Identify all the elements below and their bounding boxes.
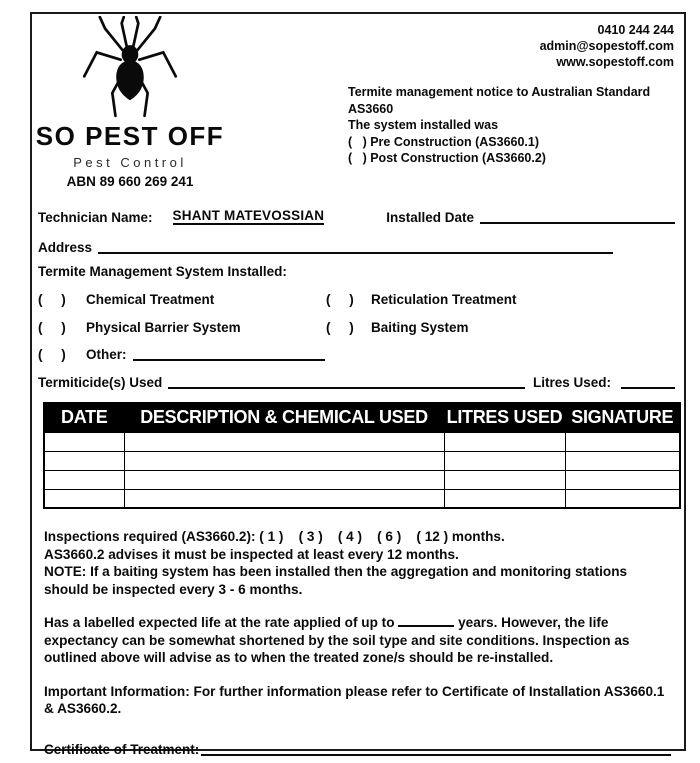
checkbox-row-2 <box>38 315 675 335</box>
phone-number: 0410 244 244 <box>597 23 674 37</box>
notice-intro: The system installed was <box>348 118 499 132</box>
address-row <box>38 233 675 255</box>
table-cell <box>565 432 680 451</box>
form-sheet <box>30 12 686 757</box>
table-cell <box>444 451 565 470</box>
header <box>32 14 684 202</box>
expected-life-paragraph <box>44 614 671 667</box>
technician-name-label: Technician Name: <box>38 210 153 225</box>
table-cell <box>565 451 680 470</box>
chemical-treatment-label: Chemical Treatment <box>86 292 215 307</box>
column-header-description: DESCRIPTION & CHEMICAL USED <box>124 403 444 432</box>
certificate-of-treatment-label: Certificate of Treatment: <box>44 741 200 757</box>
spider-icon <box>32 16 228 120</box>
address-field <box>98 240 613 254</box>
table-cell <box>565 489 680 508</box>
table-row <box>44 470 680 489</box>
table-cell <box>44 470 124 489</box>
installed-date-field <box>480 210 675 224</box>
technician-row <box>38 205 675 225</box>
form-body <box>32 205 684 757</box>
table-header-row <box>44 403 680 432</box>
table-row <box>44 451 680 470</box>
installed-date-label: Installed Date <box>386 210 474 225</box>
termiticide-field <box>168 375 525 389</box>
table-cell <box>444 432 565 451</box>
contact-block <box>540 22 674 70</box>
table-cell <box>124 470 444 489</box>
company-abn: ABN 89 660 269 241 <box>66 174 194 189</box>
table-cell <box>124 489 444 508</box>
treatment-log-table <box>43 402 681 509</box>
physical-barrier-label: Physical Barrier System <box>86 320 241 335</box>
expected-life-years-field <box>398 615 454 627</box>
litres-used-field <box>621 375 675 389</box>
notice-title-line2: AS3660 <box>348 101 394 116</box>
table-row <box>44 432 680 451</box>
column-header-litres: LITRES USED <box>444 403 565 432</box>
table-cell <box>444 470 565 489</box>
email-address: admin@sopestoff.com <box>539 39 674 53</box>
termiticide-row <box>38 368 675 390</box>
company-tagline: Pest Control <box>73 155 187 170</box>
company-logo <box>32 16 228 189</box>
other-field <box>133 347 325 361</box>
table-cell <box>444 489 565 508</box>
inspections-paragraph <box>44 528 671 598</box>
address-label: Address <box>38 240 93 255</box>
litres-used-label: Litres Used: <box>532 375 611 390</box>
baiting-system-label: Baiting System <box>371 320 469 335</box>
checkbox-physical-barrier: ( ) <box>38 320 66 335</box>
certificate-row <box>44 737 671 757</box>
other-row <box>38 341 675 362</box>
notice-title-line1: Termite management notice to Australian Standard <box>348 85 651 99</box>
inspections-line2: AS3660.2 advises it must be inspected at least every 12 months. <box>44 546 459 562</box>
table-row <box>44 489 680 508</box>
company-name: SO PEST OFF <box>35 121 225 151</box>
standard-notice <box>348 84 693 167</box>
table-cell <box>124 451 444 470</box>
termiticide-label: Termiticide(s) Used <box>38 375 163 390</box>
certificate-of-treatment-field <box>201 742 671 756</box>
table-cell <box>565 470 680 489</box>
technician-name-value: SHANT MATEVOSSIAN <box>172 208 325 223</box>
checkbox-reticulation-treatment: ( ) <box>326 292 354 307</box>
table-cell <box>44 451 124 470</box>
column-header-signature: SIGNATURE <box>565 403 680 432</box>
column-header-date: DATE <box>44 403 124 432</box>
checkbox-other: ( ) <box>38 347 66 362</box>
system-installed-heading: Termite Management System Installed: <box>38 264 287 279</box>
checkbox-chemical-treatment: ( ) <box>38 292 66 307</box>
table-cell <box>44 432 124 451</box>
expected-life-text-after: years. However, the life expectancy can be somewhat shortened by the soil type and site conditions. Inspection as outlined above will advise as to when the treated zone/s should be re-installed. <box>44 615 630 665</box>
inspections-line1: Inspections required (AS3660.2): ( 1 ) ( 3 ) ( 4 ) ( 6 ) ( 12 ) months. <box>44 529 505 544</box>
checkbox-row-1 <box>38 287 675 307</box>
option-pre-construction: ( ) Pre Construction (AS3660.1) <box>348 134 540 149</box>
checkbox-baiting-system: ( ) <box>326 320 354 335</box>
expected-life-text-before: Has a labelled expected life at the rate applied of up to <box>44 615 395 630</box>
option-post-construction: ( ) Post Construction (AS3660.2) <box>348 151 546 165</box>
table-cell <box>124 432 444 451</box>
other-label: Other: <box>86 347 127 362</box>
website-url: www.sopestoff.com <box>556 55 674 69</box>
reticulation-treatment-label: Reticulation Treatment <box>371 292 517 307</box>
important-information-paragraph: Important Information: For further information please refer to Certificate of Installation AS3660.1 & AS3660.2. <box>44 683 665 716</box>
table-cell <box>44 489 124 508</box>
inspections-note: NOTE: If a baiting system has been installed then the aggregation and monitoring stations should be inspected every 3 - 6 months. <box>44 564 628 597</box>
